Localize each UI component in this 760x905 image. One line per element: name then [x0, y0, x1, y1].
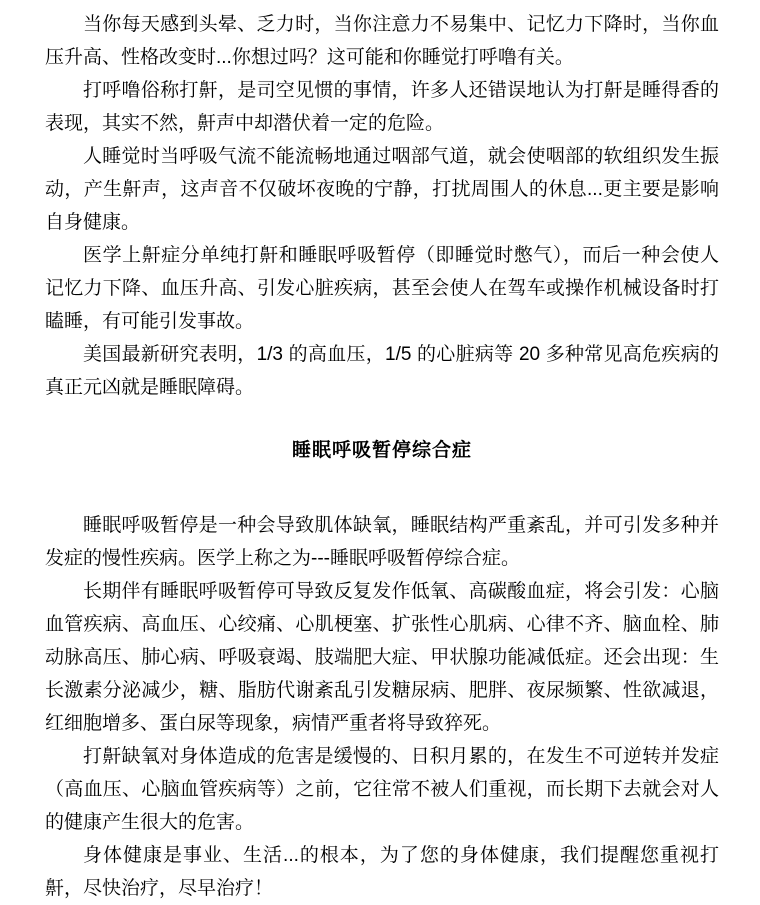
- body-paragraph-2: 长期伴有睡眠呼吸暂停可导致反复发作低氧、高碳酸血症，将会引发：心脑血管疾病、高血压、心绞痛、心肌梗塞、扩张性心肌病、心律不齐、脑血栓、肺动脉高压、肺心病、呼吸衰竭、肢端肥大症、甲状腺功能减低症。还会出现：生长激素分泌减少，糖、脂肪代谢紊乱引发糖尿病、肥胖、夜尿频繁、性欲减退，红细胞增多、蛋白尿等现象，病情严重者将导致猝死。: [45, 581, 719, 734]
- body-paragraph-3: 打鼾缺氧对身体造成的危害是缓慢的、日积月累的，在发生不可逆转并发症（高血压、心脑血管疾病等）之前，它往常不被人们重视，而长期下去就会对人的健康产生很大的危害。: [45, 746, 719, 833]
- intro-paragraph-2: 打呼噜俗称打鼾，是司空见惯的事情，许多人还错误地认为打鼾是睡得香的表现，其实不然，鼾声中却潜伏着一定的危险。: [45, 80, 719, 134]
- body-paragraph-1: 睡眠呼吸暂停是一种会导致肌体缺氧，睡眠结构严重紊乱，并可引发多种并发症的慢性疾病。医学上称之为---睡眠呼吸暂停综合症。: [45, 515, 719, 569]
- section-heading: 睡眠呼吸暂停综合症: [291, 440, 472, 461]
- intro-paragraph-4: 医学上鼾症分单纯打鼾和睡眠呼吸暂停（即睡觉时憋气），而后一种会使人记忆力下降、血压升高、引发心脏疾病，甚至会使人在驾车或操作机械设备时打瞌睡，有可能引发事故。: [45, 245, 719, 332]
- intro-paragraph-3: 人睡觉时当呼吸气流不能流畅地通过咽部气道，就会使咽部的软组织发生振动，产生鼾声，这声音不仅破坏夜晚的宁静，打扰周围人的休息...更主要是影响自身健康。: [45, 146, 719, 233]
- intro-paragraph-1: 当你每天感到头晕、乏力时，当你注意力不易集中、记忆力下降时，当你血压升高、性格改变时...你想过吗？这可能和你睡觉打呼噜有关。: [45, 14, 719, 68]
- body-paragraph-4: 身体健康是事业、生活...的根本，为了您的身体健康，我们提醒您重视打鼾，尽快治疗，尽早治疗！: [45, 845, 719, 899]
- intro-paragraph-5: 美国最新研究表明，1/3 的高血压，1/5 的心脏病等 20 多种常见高危疾病的真正元凶就是睡眠障碍。: [45, 344, 719, 398]
